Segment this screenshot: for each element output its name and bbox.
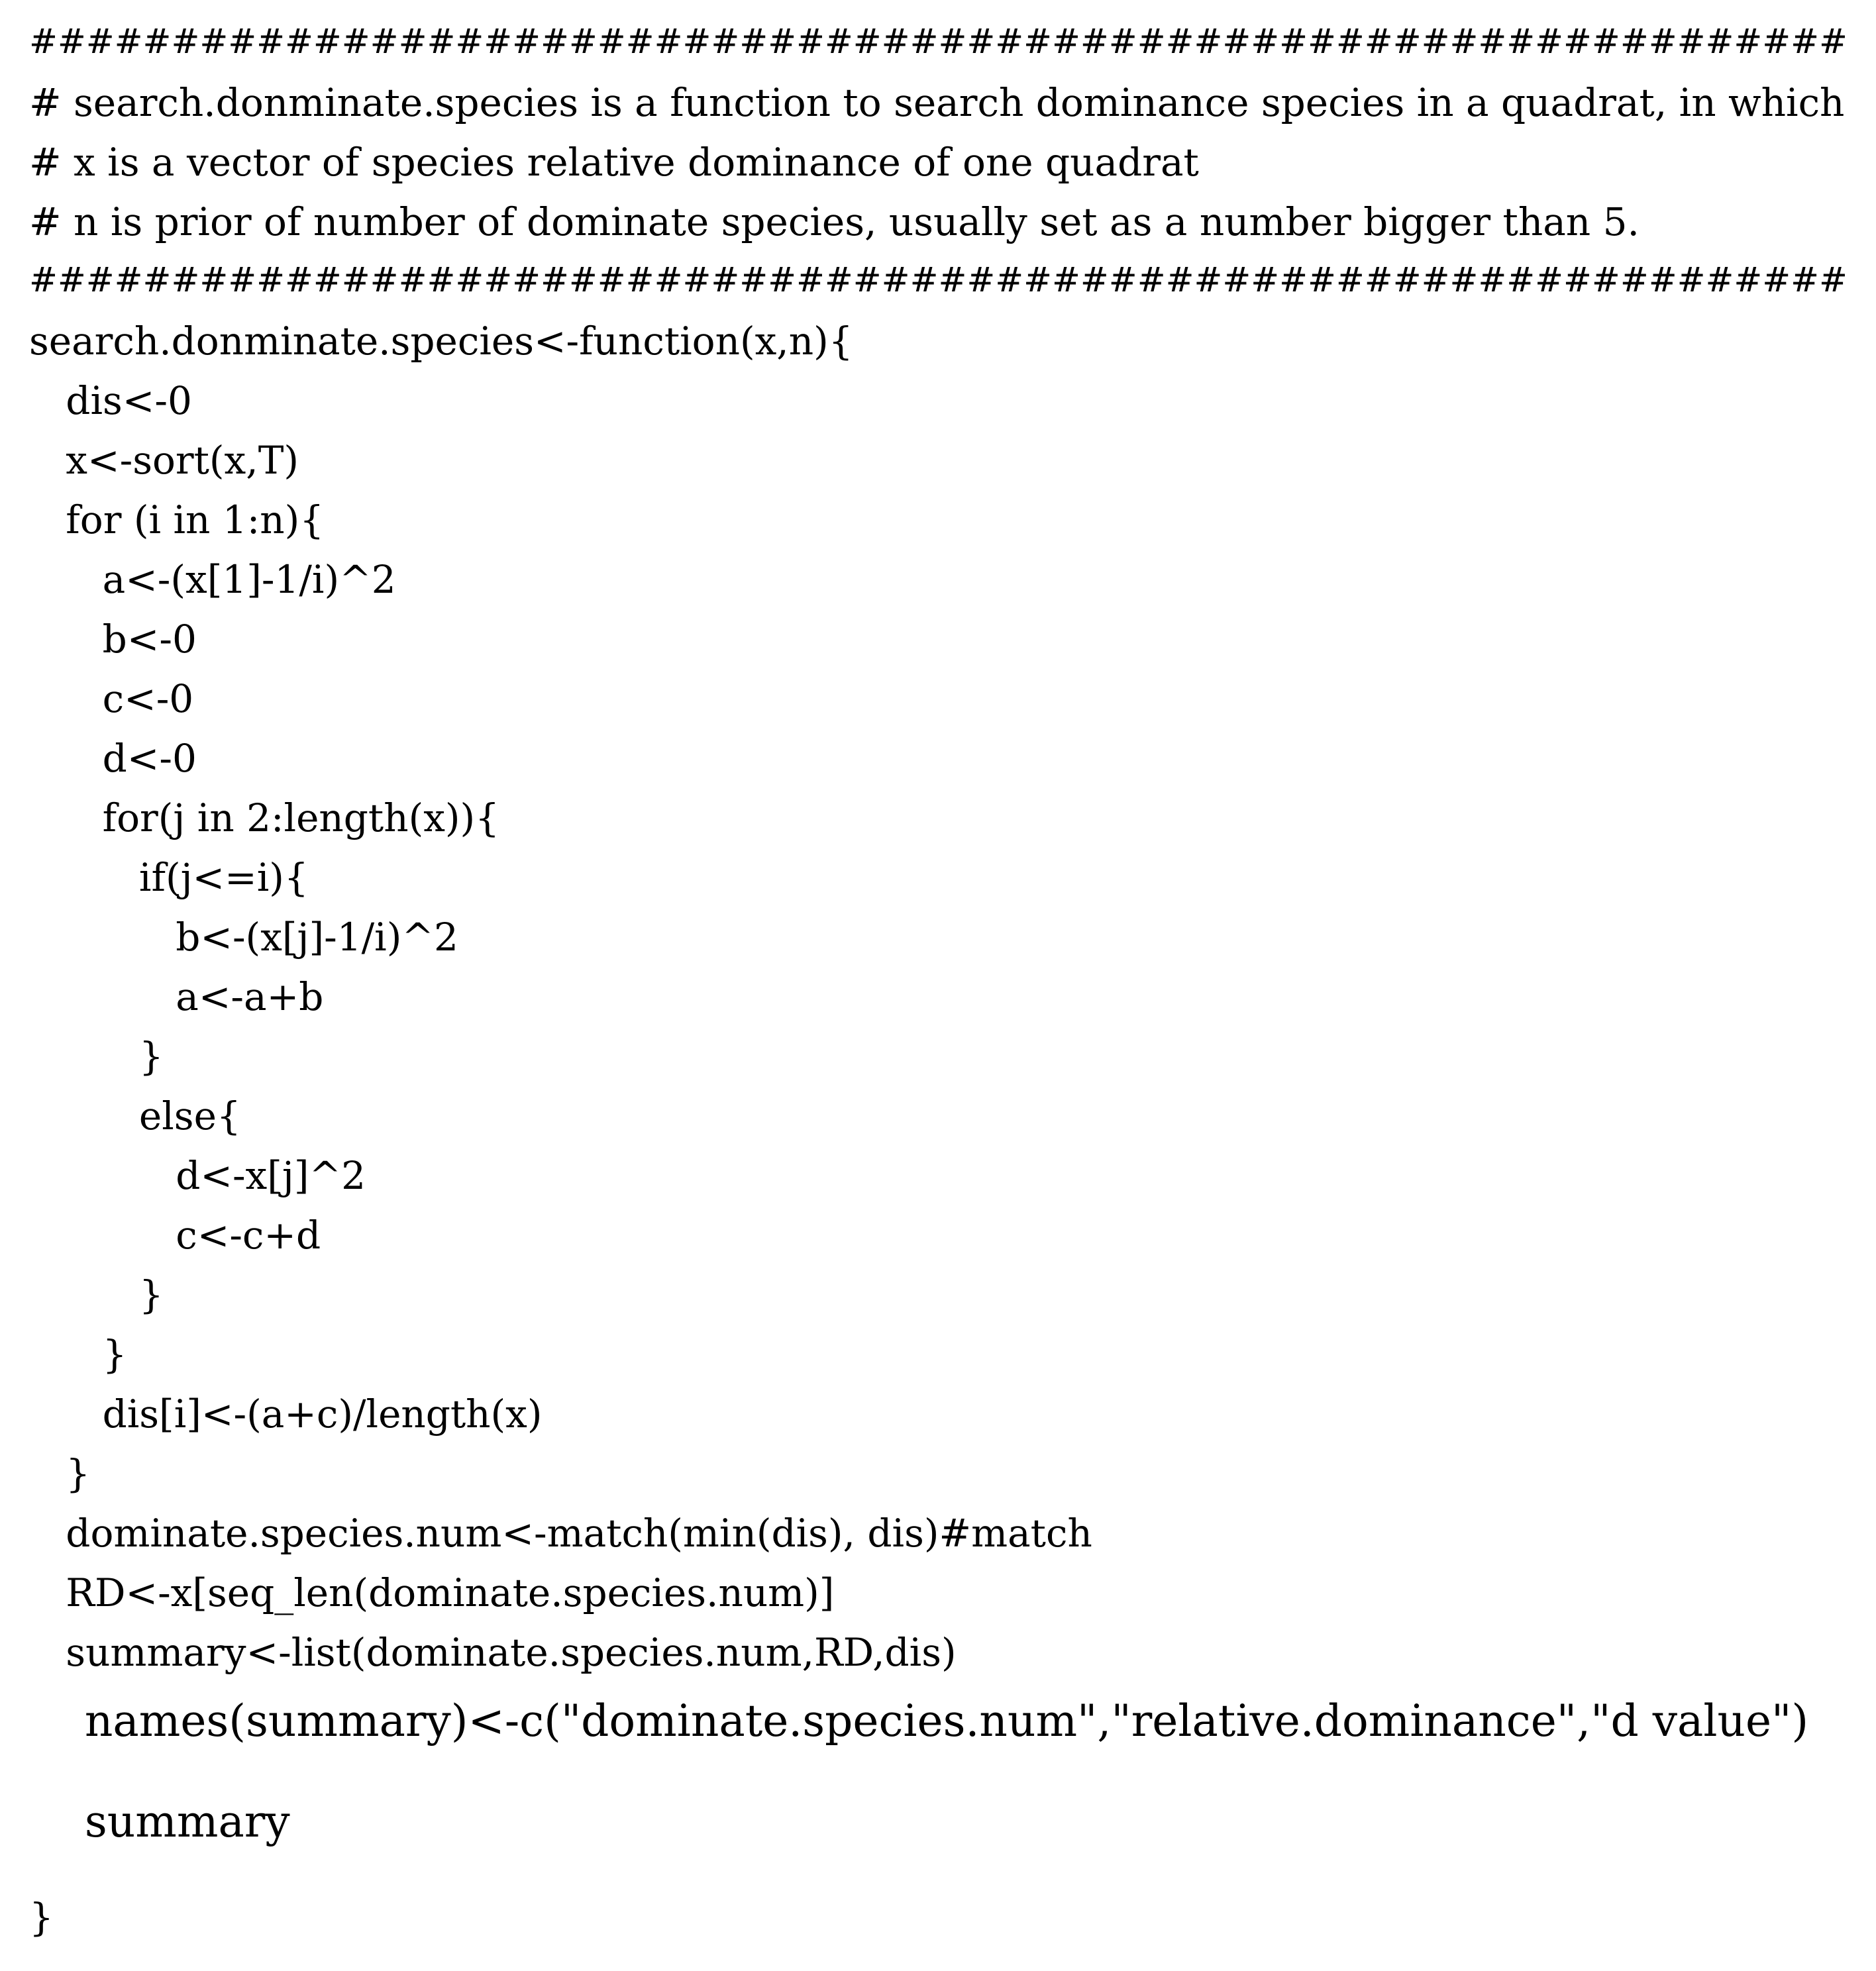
code-line-function-header: search.donminate.species<-function(x,n){ xyxy=(29,319,853,364)
code-line: if(j<=i){ xyxy=(29,855,309,900)
code-line: b<-0 xyxy=(29,617,197,662)
code-line: } xyxy=(29,1451,91,1496)
code-line-comment-border-bottom: ################################################################ xyxy=(29,260,1848,300)
code-line: names(summary)<-c("dominate.species.num","relative.dominance","d value") xyxy=(29,1695,1809,1746)
code-line: for(j in 2:length(x)){ xyxy=(29,795,500,840)
code-line: dis[i]<-(a+c)/length(x) xyxy=(29,1391,543,1437)
code-line: dominate.species.num<-match(min(dis), dis)#match xyxy=(29,1511,1092,1556)
code-line-comment-param-x: # x is a vector of species relative dominance of one quadrat xyxy=(29,140,1199,185)
code-line: d<-0 xyxy=(29,736,197,781)
code-line: summary xyxy=(29,1796,290,1847)
code-line-comment-border-top: ################################################################ xyxy=(29,22,1848,62)
code-line: b<-(x[j]-1/i)^2 xyxy=(29,915,458,960)
code-line: dis<-0 xyxy=(29,378,192,423)
code-line: c<-c+d xyxy=(29,1213,321,1258)
code-line: } xyxy=(29,1272,164,1317)
code-line: } xyxy=(29,1332,127,1377)
code-line: d<-x[j]^2 xyxy=(29,1153,366,1198)
code-line: else{ xyxy=(29,1093,241,1138)
code-line: RD<-x[seq_len(dominate.species.num)] xyxy=(29,1570,835,1615)
code-line-comment-param-n: # n is prior of number of dominate species, usually set as a number bigger than 5. xyxy=(29,199,1640,244)
code-line: x<-sort(x,T) xyxy=(29,438,299,483)
code-line: summary<-list(dominate.species.num,RD,dis) xyxy=(29,1630,957,1675)
code-line-comment-description: # search.donminate.species is a function to search dominance species in a quadrat, in which xyxy=(29,80,1845,125)
code-line: for (i in 1:n){ xyxy=(29,497,325,542)
code-line: a<-(x[1]-1/i)^2 xyxy=(29,557,396,602)
code-line: } xyxy=(29,1034,164,1079)
code-line-closing-brace: } xyxy=(29,1895,54,1940)
code-line: c<-0 xyxy=(29,676,194,721)
code-line: a<-a+b xyxy=(29,974,324,1019)
